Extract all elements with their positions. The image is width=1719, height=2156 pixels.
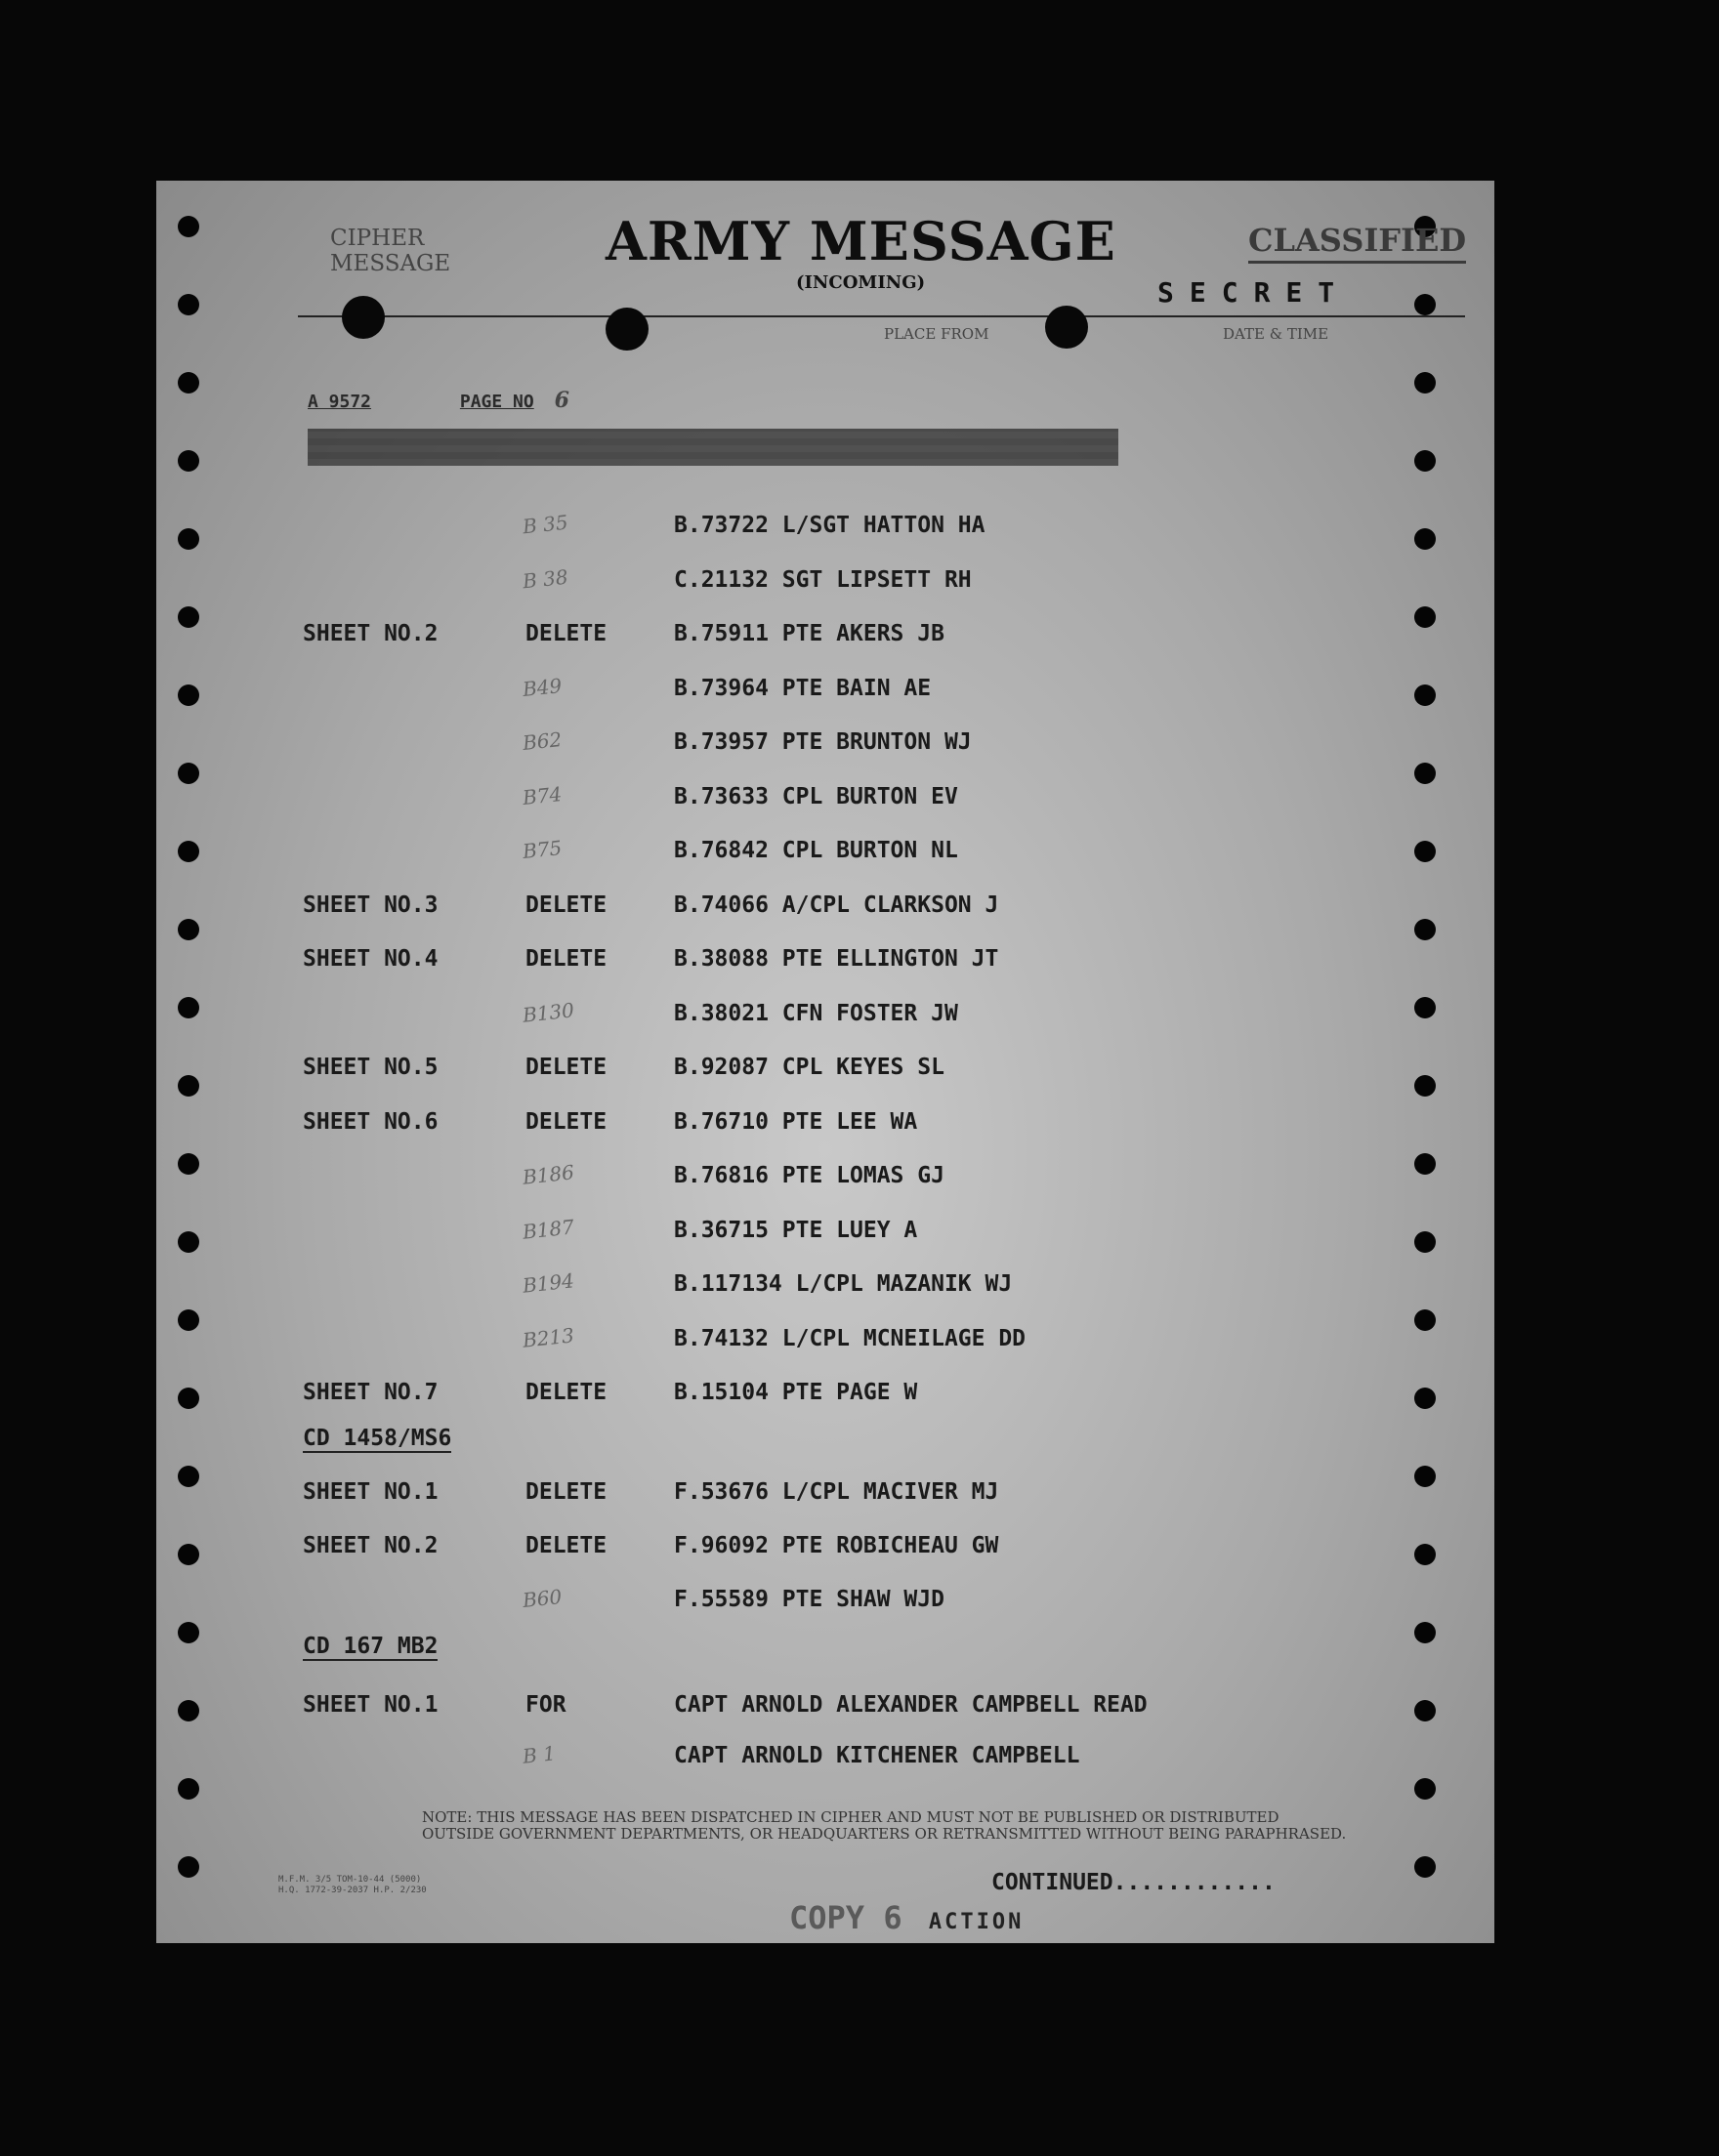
line-action: DELETE (525, 1380, 608, 1405)
sheet-number: SHEET NO.2 (303, 621, 439, 646)
line-entry: B.36715 PTE LUEY A (674, 1217, 918, 1243)
section-code: CD 167 MB2 (303, 1634, 439, 1659)
message-line (156, 946, 1426, 981)
sheet-number: SHEET NO.6 (303, 1108, 439, 1135)
sheet-number: SHEET NO.3 (303, 891, 439, 918)
line-entry: CAPT ARNOLD KITCHENER CAMPBELL (674, 1743, 1080, 1768)
line-entry: B.73722 L/SGT HATTON HA (674, 513, 985, 538)
place-from-label: PLACE FROM (884, 325, 989, 343)
sprocket-hole (1414, 1778, 1436, 1800)
line-entry: B.38021 CFN FOSTER JW (674, 1000, 958, 1026)
copy-number: COPY 6 (789, 1899, 902, 1936)
form-numbers: M.F.M. 3/5 TOM-10-44 (5000) H.Q. 1772-39-2037 H.P. 2/230 (278, 1875, 427, 1895)
handwritten-note: B49 (521, 673, 564, 701)
continued-label: CONTINUED............ (991, 1870, 1276, 1895)
message-line (156, 673, 1426, 711)
classified-label: CLASSIFIED (1248, 222, 1466, 264)
message-line (156, 621, 1426, 656)
sprocket-hole (178, 763, 199, 784)
message-line (156, 1584, 1426, 1622)
line-entry: B.75911 PTE AKERS JB (674, 621, 944, 646)
message-line (156, 1692, 1426, 1727)
line-entry: B.117134 L/CPL MAZANIK WJ (674, 1271, 1013, 1297)
message-line (156, 564, 1426, 602)
handwritten-note: B 38 (521, 564, 569, 593)
line-action: DELETE (525, 621, 608, 646)
secret-stamp: SECRET (1157, 276, 1351, 309)
line-entry: F.55589 PTE SHAW WJD (674, 1587, 944, 1612)
handwritten-note: B194 (521, 1268, 575, 1298)
page-number-handwritten: 6 (554, 388, 569, 413)
handwritten-note: B 1 (521, 1741, 557, 1768)
line-entry: B.38088 PTE ELLINGTON JT (674, 946, 999, 972)
message-sheet (156, 181, 1494, 1943)
sprocket-hole (1414, 763, 1436, 784)
message-line (156, 835, 1426, 873)
sprocket-hole (1414, 1622, 1436, 1643)
line-entry: B.76710 PTE LEE WA (674, 1108, 918, 1135)
line-entry: B.73957 PTE BRUNTON WJ (674, 729, 972, 755)
line-action: DELETE (525, 891, 608, 918)
line-entry: B.73633 CPL BURTON EV (674, 783, 958, 809)
message-line (156, 997, 1426, 1036)
sprocket-hole (1414, 372, 1436, 394)
cipher-message-label: CIPHER MESSAGE (330, 226, 451, 276)
copy-stamp (789, 1899, 1024, 1936)
handwritten-note: B186 (521, 1160, 575, 1189)
line-entry: B.76816 PTE LOMAS GJ (674, 1163, 944, 1188)
handwritten-note: B75 (521, 835, 564, 864)
sprocket-hole (178, 372, 199, 394)
sheet-number: SHEET NO.5 (303, 1055, 439, 1080)
sheet-number: SHEET NO.7 (303, 1380, 439, 1405)
redacted-distribution (308, 429, 1118, 466)
incoming-label: (INCOMING) (796, 272, 926, 293)
handwritten-note: B130 (521, 997, 575, 1027)
handwritten-note: B187 (521, 1214, 575, 1244)
handwritten-note: B74 (521, 781, 564, 809)
handwritten-note: B 35 (521, 510, 569, 539)
message-line (156, 1214, 1426, 1253)
line-entry: C.21132 SGT LIPSETT RH (674, 566, 972, 593)
line-action: DELETE (525, 1479, 608, 1505)
date-time-label: DATE & TIME (1223, 325, 1329, 343)
message-line (156, 1380, 1426, 1415)
message-line (156, 726, 1426, 765)
sprocket-hole (178, 450, 199, 472)
punch-hole (606, 308, 649, 351)
message-line (156, 1268, 1426, 1306)
line-action: DELETE (525, 1533, 608, 1558)
sheet-number: SHEET NO.1 (303, 1692, 439, 1718)
line-entry: B.74066 A/CPL CLARKSON J (674, 891, 999, 918)
message-line (156, 1160, 1426, 1198)
line-entry: F.96092 PTE ROBICHEAU GW (674, 1533, 999, 1558)
line-entry: B.73964 PTE BAIN AE (674, 675, 932, 701)
sprocket-hole (1414, 294, 1436, 315)
line-entry: B.76842 CPL BURTON NL (674, 838, 958, 863)
line-action: DELETE (525, 1108, 608, 1135)
line-entry: B.92087 CPL KEYES SL (674, 1055, 944, 1080)
sprocket-hole (178, 216, 199, 237)
line-entry: B.15104 PTE PAGE W (674, 1380, 918, 1405)
cipher-note: NOTE: THIS MESSAGE HAS BEEN DISPATCHED IN CIPHER AND MUST NOT BE PUBLISHED OR DISTRIBUTED OUTSIDE GOVERNMENT DEPARTMENTS, OR HEADQUARTERS OR RETRANSMITTED WITHOUT BEING PARAPHRASED. (422, 1808, 1347, 1843)
handwritten-note: B62 (521, 726, 564, 756)
form-title: ARMY MESSAGE (606, 210, 1116, 272)
section-code: CD 1458/MS6 (303, 1426, 452, 1451)
line-action: DELETE (525, 946, 608, 972)
sprocket-hole (178, 1778, 199, 1800)
sprocket-hole (1414, 450, 1436, 472)
line-entry: B.74132 L/CPL MCNEILAGE DD (674, 1325, 1027, 1351)
line-entry: CAPT ARNOLD ALEXANDER CAMPBELL READ (674, 1692, 1148, 1718)
sprocket-hole (178, 1856, 199, 1878)
message-line (156, 1055, 1426, 1090)
sprocket-hole (178, 1622, 199, 1643)
message-line (156, 781, 1426, 819)
message-reference (308, 388, 569, 413)
punch-hole (342, 296, 385, 339)
handwritten-note: B60 (521, 1584, 564, 1613)
message-line (156, 1109, 1426, 1144)
message-line (156, 1533, 1426, 1568)
sheet-number: SHEET NO.2 (303, 1533, 439, 1558)
message-number: A 9572 (308, 392, 372, 412)
message-line (156, 1479, 1426, 1514)
message-line (156, 1743, 1426, 1778)
sheet-number: SHEET NO.4 (303, 946, 439, 972)
line-action: FOR (525, 1692, 566, 1718)
handwritten-note: B213 (521, 1322, 575, 1352)
line-entry: F.53676 L/CPL MACIVER MJ (674, 1479, 999, 1505)
sheet-number: SHEET NO.1 (303, 1479, 439, 1505)
header-rule (298, 315, 1465, 317)
message-line (156, 1322, 1426, 1361)
line-action: DELETE (525, 1055, 608, 1080)
sprocket-hole (178, 294, 199, 315)
sprocket-hole (1414, 1856, 1436, 1878)
action-label: ACTION (928, 1910, 1025, 1934)
message-line (156, 510, 1426, 548)
punch-hole (1045, 306, 1088, 349)
message-line (156, 892, 1426, 928)
page-label: PAGE NO (459, 392, 534, 412)
